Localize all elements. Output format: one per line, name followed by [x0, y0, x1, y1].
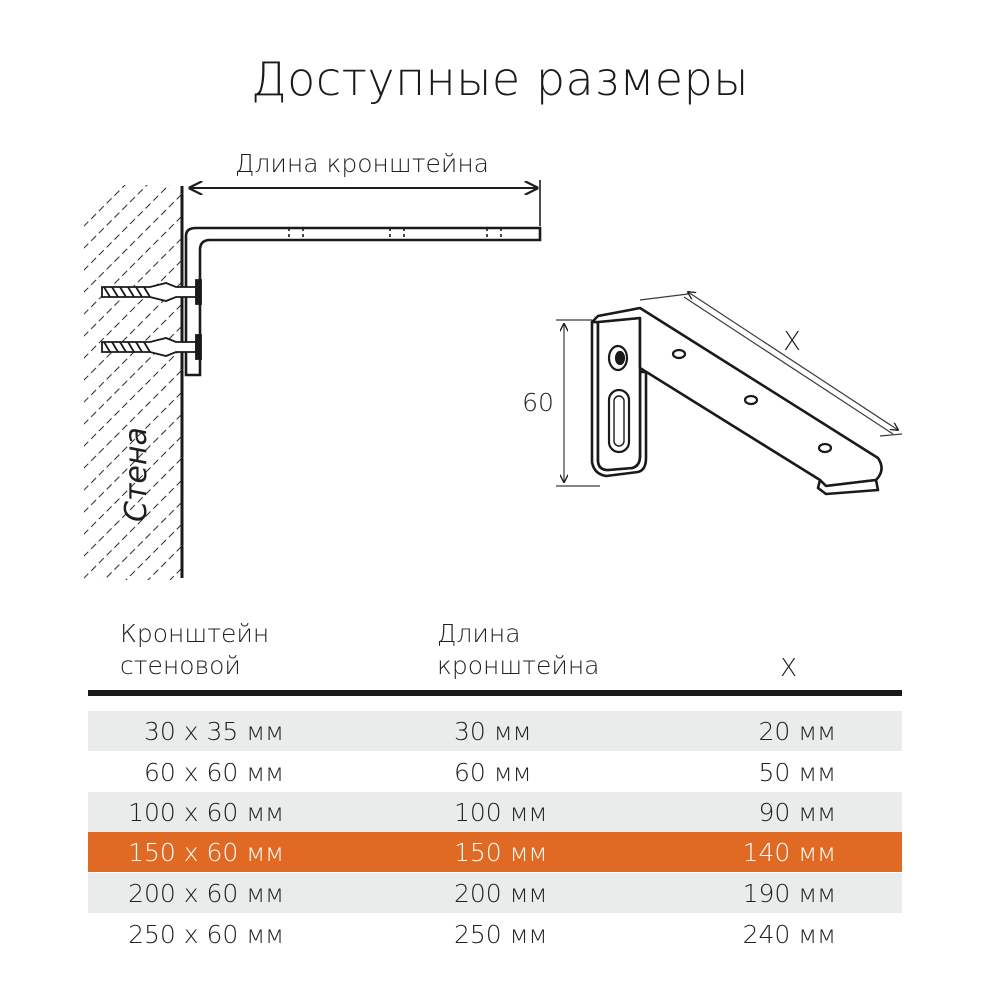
cell-size: 250 x 60 мм: [128, 920, 284, 949]
header-length: Длина кронштейна: [437, 619, 600, 680]
cell-size: 60 x 60 мм: [144, 758, 284, 787]
cell-size: 30 x 35 мм: [144, 717, 284, 746]
wall-label: Стена: [119, 427, 154, 522]
cell-size: 150 x 60 мм: [128, 838, 284, 867]
cell-length: 100 мм: [454, 798, 548, 827]
cell-length: 60 мм: [454, 758, 532, 787]
cell-x: 20 мм: [758, 717, 836, 746]
table-row: [88, 914, 902, 954]
header-x: X: [780, 653, 798, 682]
cell-length: 150 мм: [454, 838, 548, 867]
x-label: X: [783, 327, 801, 357]
bracket-3d: [592, 308, 882, 494]
cell-size: 100 x 60 мм: [128, 798, 284, 827]
cell-x: 90 мм: [758, 798, 836, 827]
side-bracket: [186, 228, 540, 375]
cell-length: 200 мм: [454, 879, 548, 908]
height-label: 60: [522, 388, 554, 417]
table-row-highlighted: [88, 832, 902, 872]
cell-x: 50 мм: [758, 758, 836, 787]
cell-x: 140 мм: [742, 838, 836, 867]
page-title: Доступные размеры: [250, 52, 750, 106]
cell-x: 240 мм: [742, 920, 836, 949]
header-divider: [88, 690, 902, 696]
table-row: [88, 792, 902, 832]
cell-x: 190 мм: [742, 879, 836, 908]
length-label: Длина кронштейна: [235, 149, 489, 178]
header-bracket: Кронштейн стеновой: [120, 619, 270, 680]
table-row: [88, 711, 902, 751]
table-row: [88, 873, 902, 913]
table-row: [88, 752, 902, 792]
cell-length: 30 мм: [454, 717, 532, 746]
cell-length: 250 мм: [454, 920, 548, 949]
cell-size: 200 x 60 мм: [128, 879, 284, 908]
wall-hatching: [60, 110, 200, 600]
